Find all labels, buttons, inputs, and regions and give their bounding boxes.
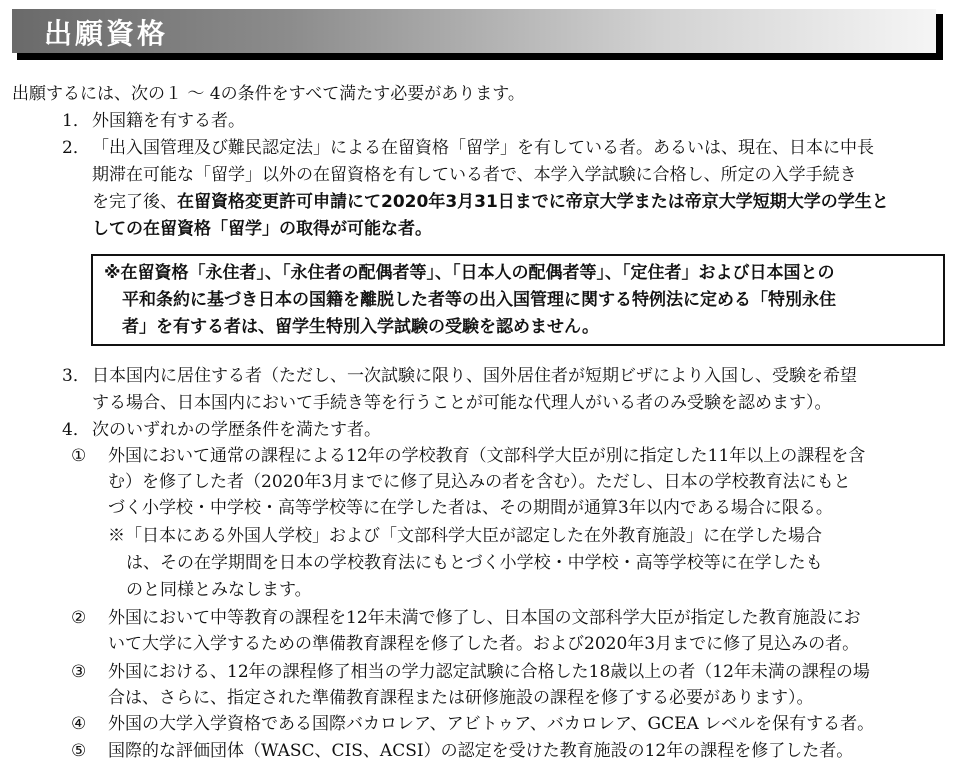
item-text: 外国籍を有する者。 bbox=[92, 111, 245, 131]
item-number: 4． bbox=[62, 420, 90, 440]
item-text: 期滞在可能な「留学」以外の在留資格を有している者で、本学入学試験に合格し、所定の入学手続き bbox=[92, 165, 857, 185]
sub-item-text: いて大学に入学するための準備教育課程を修了した者。および2020年3月までに修了見込みの者。 bbox=[108, 634, 860, 654]
sub-item-text: む）を修了した者（2020年3月までに修了見込みの者を含む）。ただし、日本の学校教育法にもと bbox=[108, 472, 851, 492]
item-text-line bbox=[92, 189, 889, 216]
sub-item-text: づく小学校・中学校・高等学校等に在学した者は、その期間が通算3年以内である場合に限る。 bbox=[108, 498, 833, 518]
sub-item-marker: ① bbox=[71, 446, 87, 466]
sub-item-note: ※「日本にある外国人学校」および「文部科学大臣が認定した在外教育施設」に在学した場合 bbox=[108, 526, 822, 546]
intro-text: 出願するには、次の１ ～ 4の条件をすべて満たす必要があります。 bbox=[12, 84, 525, 104]
item-number: 2． bbox=[62, 138, 90, 158]
item-text: 次のいずれかの学歴条件を満たす者。 bbox=[92, 420, 381, 440]
item-text: 日本国内に居住する者（ただし、一次試験に限り、国外居住者が短期ビザにより入国し、受験を希望 bbox=[92, 366, 857, 386]
sub-item-note: のと同様とみなします。 bbox=[126, 580, 312, 600]
sub-item-marker: ③ bbox=[71, 662, 87, 682]
sub-item-text: 外国における、12年の課程修了相当の学力認定試験に合格した18歳以上の者（12年未満の課程の場 bbox=[108, 662, 870, 682]
item-text: する場合、日本国内において手続き等を行うことが可能な代理人がいる者のみ受験を認めます）。 bbox=[92, 393, 832, 413]
item-text-plain: を完了後、 bbox=[92, 192, 177, 212]
sub-item-text: 国際的な評価団体（WASC、CIS、ACSI）の認定を受けた教育施設の12年の課程を修了した者。 bbox=[108, 741, 854, 761]
sub-item-text: 外国の大学入学資格である国際バカロレア、アビトゥア、バカロレア、GCEA レベルを保有する者。 bbox=[108, 714, 875, 734]
sub-item-note: は、その在学期間を日本の学校教育法にもとづく小学校・中学校・高等学校等に在学したも bbox=[126, 553, 823, 573]
notice-text: 者」を有する者は、留学生特別入学試験の受験を認めません。 bbox=[122, 317, 600, 337]
item-number: 1． bbox=[62, 111, 90, 131]
notice-text: ※在留資格「永住者」、「永住者の配偶者等」、「日本人の配偶者等」、「定住者」および日本国との bbox=[104, 263, 835, 283]
page-title: 出願資格 bbox=[44, 17, 169, 50]
item-text-emphasis: 在留資格変更許可申請にて2020年3月31日までに帝京大学または帝京大学短期大学の学生と bbox=[177, 192, 889, 212]
notice-text: 平和条約に基づき日本の国籍を離脱した者等の出入国管理に関する特例法に定める「特別永住 bbox=[122, 290, 836, 310]
sub-item-marker: ② bbox=[71, 608, 87, 628]
sub-item-text: 外国において通常の課程による12年の学校教育（文部科学大臣が別に指定した11年以上の課程を含 bbox=[108, 446, 866, 466]
item-text-emphasis: しての在留資格「留学」の取得が可能な者。 bbox=[92, 219, 432, 239]
sub-item-text: 合は、さらに、指定された準備教育課程または研修施設の課程を修了する必要があります）。 bbox=[108, 688, 814, 708]
item-text: 「出入国管理及び難民認定法」による在留資格「留学」を有している者。あるいは、現在、日本に中長 bbox=[92, 138, 874, 158]
item-number: 3． bbox=[62, 366, 90, 386]
sub-item-text: 外国において中等教育の課程を12年未満で修了し、日本国の文部科学大臣が指定した教育施設にお bbox=[108, 608, 861, 628]
sub-item-marker: ⑤ bbox=[71, 741, 87, 761]
sub-item-marker: ④ bbox=[71, 714, 87, 734]
